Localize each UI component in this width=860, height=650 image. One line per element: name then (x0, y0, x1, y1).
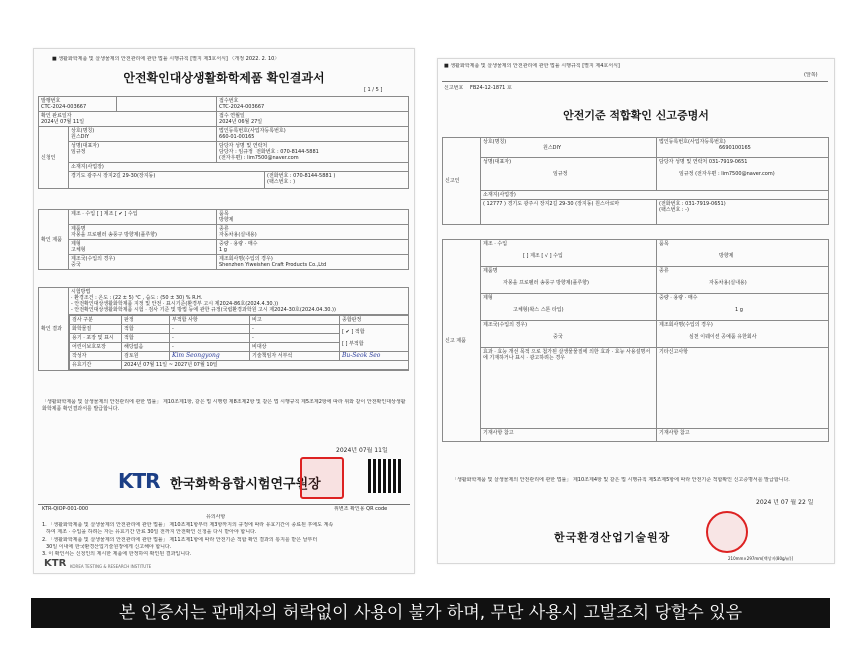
table-cell: - (170, 343, 250, 352)
table-row: 용기 · 포장 및 표시 (70, 334, 122, 343)
maker: Shenzhen Yiweishen Craft Products Co.,Ltd (219, 262, 327, 268)
result-label: 확인 결과 (39, 288, 69, 371)
bizno-label: 법인등록번호(사업자등록번호) (219, 128, 286, 134)
other-label: 기타신고사항 (659, 349, 688, 355)
notice-1b: 하여 제조 · 수입을 하려는 자는 유효기간 만료 30일 전까지 안전확인 신청을 다시 받아야 합니다. (46, 529, 257, 535)
maker-label: 제조회사명(수입의 경우) (659, 322, 713, 328)
contact-email: (전자우편 : lim7500@naver.com) (695, 171, 775, 177)
table-row: 어린이보호포장 (70, 343, 122, 352)
verdict-ok: [ ✔ ] 적합 (342, 329, 365, 335)
applicant-label: 신고인 (443, 138, 481, 225)
company-label: 상호(명칭) (483, 139, 507, 145)
address: ( 12777 ) 경기도 광주시 장지2길 29-30 (장지동) 원스아로마 (483, 201, 620, 207)
confirm-date-label: 확인 완료일자 (41, 113, 72, 119)
rep-label: 성명(대표자) (483, 159, 512, 165)
notice-1: 1. 「생활화학제품 및 살생물제의 안전관리에 관한 법률」 제10조제1항부터 제3항까지의 규정에 따라 유효기간이 종료된 후에도 계속 (42, 522, 334, 528)
form-label: 제형 (71, 241, 81, 247)
address: 경기도 광주시 장지2길 29-30(장지동) (71, 173, 156, 179)
notice-2: 2. 「생활화학제품 및 살생물제의 안전관리에 관한 법률」 제11조제1항에 따라 안전기준 적합 확인 결과의 통지를 받은 날부터 (42, 537, 318, 543)
author-signature: Kim Seongyong (172, 352, 220, 359)
table-cell: - (250, 325, 340, 334)
result-head-2: 부적합 사항 (170, 316, 250, 325)
category-label: 품목 (659, 241, 669, 247)
contact-label: 담당자 성명 및 연락처 (219, 143, 268, 149)
tech-title: 서부석 (277, 353, 293, 359)
doc-code: KTR-QIOP-001-000 (42, 506, 89, 512)
name: 자몽을 프로펠러 송풍구 방향제(플루향) (503, 280, 589, 286)
address-label: 소재지(사업장) (483, 192, 516, 198)
notice-3: 3. 이 확인서는 신청인의 제시한 제품에 한정하여 확인된 결과입니다. (42, 551, 192, 557)
institute-name: 한국환경산업기술원장 (554, 531, 671, 544)
result-head-4: 종합판정 (340, 316, 409, 325)
ktr-logo: KTR (118, 469, 160, 493)
rep: 임규정 (553, 171, 568, 177)
product-name-label: 제품명 (71, 226, 86, 232)
test-line-1: - 안전확인대상생활화학제품 지정 및 안전 · 표시기준(환경부 고시 제2024-86호(2024.4.30.)) (71, 301, 279, 307)
table-cell: 해당없음 (122, 343, 170, 352)
form: 고체형 (71, 247, 86, 253)
result-head-0: 검사 구분 (70, 316, 122, 325)
receipt-date: 2024년 06월 27일 (219, 119, 263, 125)
type: 자동차용(실내용) (709, 280, 747, 286)
category: 방향제 (219, 217, 234, 223)
table-cell: 적합 (122, 334, 170, 343)
paper-size: 210mm×297mm[백상지(80g/㎡)] (728, 556, 794, 561)
phone: (전화번호 : 031-7919-0651) (659, 201, 726, 207)
phone: 전화번호 : 070-8144-5881 (256, 149, 319, 155)
kind-value: [ ] 제조 [ ✔ ] 수입 (96, 211, 138, 217)
table-cell: 적합 (122, 325, 170, 334)
contact-name: 임규정 (679, 171, 694, 177)
phone2: (전화번호 : 070-8144-5881 ) (267, 173, 336, 179)
qr-code-icon (368, 459, 402, 493)
test-env: · 환경조건 : 온도 : (22 ± 5) ℃ , 습도 : (50 ± 30) % R.H. (71, 295, 203, 301)
bizno: 660-01-00165 (219, 134, 255, 140)
law-header: ■ 생활화학제품 및 살생물제의 안전관리에 관한 법률 시행규칙 [별지 제3호서식] 〈개정 2022. 2. 10〉 (52, 56, 280, 62)
tech-label: 기술책임자 (252, 353, 277, 359)
maker-label: 제조회사명(수입의 경우) (219, 256, 273, 262)
company-label: 상호(명칭) (71, 128, 95, 134)
receipt-no: CTC-2024-003667 (219, 104, 265, 110)
receipt-date-label: 접수 연월일 (219, 113, 245, 119)
notice-2b: 30일 이내에 한국환경산업기술원장에게 신고해야 합니다. (46, 544, 172, 550)
report-no: FB24-12-1871 호 (470, 85, 512, 91)
receipt-no-label: 접수번호 (219, 98, 239, 104)
result-head-1: 판정 (122, 316, 170, 325)
table-cell: - (170, 325, 250, 334)
test-table (38, 287, 409, 371)
product-table (442, 239, 829, 442)
issue-note: 「생활화학제품 및 살생물제의 안전관리에 관한 법률」 제10조제4항 및 같은 법 시행규칙 제5조제5항에 따라 안전기준 적합확인 신고증명서를 발급합니다. (452, 477, 790, 483)
bizno: 6690100165 (719, 145, 751, 151)
origin-label: 제조국(수입의 경우) (71, 256, 116, 262)
official-seal (706, 511, 748, 553)
ktr-confirmation-document (33, 48, 415, 574)
table-cell: - (250, 334, 340, 343)
footer-logo: KTR (44, 558, 67, 569)
kind-value: [ ] 제조 [ √ ] 수입 (523, 253, 563, 259)
valid-value: 2024년 07월 11일 ~ 2027년 07월 10일 (122, 361, 409, 370)
official-seal (300, 457, 344, 499)
notice-label: 유의사항 (206, 514, 226, 520)
test-line-2: - 안전확인대상생활화학제품 시험 · 검사 기준 및 방법 등에 관한 규정(국립환경과학원 고시 제2024-30호(2024.04.30.)) (71, 307, 336, 313)
origin: 중국 (553, 334, 563, 340)
form-label: 제형 (483, 295, 493, 301)
reg-no-label: 발행번호 (41, 98, 61, 104)
capacity-label: 중량 · 용량 · 매수 (219, 241, 258, 247)
tech-signature: Bu-Seok Seo (342, 352, 381, 359)
rep: 임규정 (71, 149, 86, 155)
company: 원스DIY (543, 145, 562, 151)
rep-label: 성명(대표자) (71, 143, 100, 149)
confirm-date: 2024년 07월 11일 (41, 119, 85, 125)
issue-note: 「생활화학제품 및 살생물제의 안전관리에 관한 법률」 제10조제1항, 같은 법 시행령 제8조제2항 및 같은 법 시행규칙 제5조제2항에 따라 위와 같이 안전확인대상생활화학제품 확인결과서를 발급합니다. (42, 399, 406, 412)
table-row: 화학물질 (70, 325, 122, 334)
front-mark: (앞쪽) (804, 72, 818, 78)
remark-left: 기재사항 참고 (483, 430, 514, 436)
law-header: ■ 생활화학제품 및 살생물제의 안전관리에 관한 법률 시행규칙 [별지 제4호서식] (444, 63, 620, 69)
category: 방향제 (719, 253, 734, 259)
author-label: 작성자 (70, 352, 122, 361)
issue-date: 2024년 07월 11일 (336, 447, 388, 454)
valid-label: 유효기간 (70, 361, 122, 370)
fax: (팩스번호 : ) (267, 179, 296, 185)
report-no-label: 신고번호 (444, 85, 464, 91)
divider (442, 81, 828, 82)
institute-name: 한국화학융합시험연구원장 (170, 477, 321, 492)
ingredient-label: 효과 · 효능 개선 목적 으로 첨가된 살생물물질에 의한 효과 · 효능 사용설명서에 기재하거나 표시 · 광고하려는 경우 (483, 349, 651, 361)
product-label: 신고 제품 (443, 240, 481, 442)
footer-subtitle: KOREA TESTING & RESEARCH INSTITUTE (70, 564, 152, 569)
maker: 심천 이웨이션 공예품 유한회사 (689, 334, 757, 340)
reg-no: CTC-2024-003667 (41, 104, 87, 110)
capacity: 1 g (735, 307, 743, 313)
document-title: 안전확인대상생활화학제품 확인결과서 (123, 71, 325, 85)
remark-right: 기재사항 참고 (659, 430, 690, 436)
contact-phone: 031-7919-0651 (708, 159, 748, 165)
company: 원스DIY (71, 134, 90, 140)
applicant-table (442, 137, 829, 225)
contact: 담당자 : 임규정 (219, 149, 253, 155)
product-name: 자몽을 프로펠러 송풍구 방향제(플루향) (71, 232, 157, 238)
capacity: 1 g (219, 247, 227, 253)
keiti-report-certificate (437, 58, 835, 564)
product-label: 확인 제품 (39, 210, 69, 270)
kind-label: 제조 · 수입 (483, 241, 508, 247)
applicant-table (38, 96, 409, 189)
bizno-label: 법인등록번호(사업자등록번호) (659, 139, 726, 145)
document-title: 안전기준 적합확인 신고증명서 (563, 109, 709, 122)
contact-label: 담당자 성명 및 연락처 (659, 159, 708, 165)
table-cell: - (170, 334, 250, 343)
result-head-3: 비고 (250, 316, 340, 325)
table-cell: 비대상 (250, 343, 340, 352)
email: (전자우편) : lim7500@naver.com (219, 155, 299, 161)
issue-date: 2024 년 07 월 22 일 (756, 499, 814, 506)
result-subtable (69, 315, 409, 370)
type: 자동차용(실내용) (219, 232, 257, 238)
test-method-label: 시험방법 (71, 289, 91, 295)
author: 검토원 (122, 352, 170, 361)
address-label: 소재지(사업장) (71, 164, 104, 170)
form: 고체형(왁스 스톤 타입) (513, 307, 564, 313)
capacity-label: 중량 · 용량 · 매수 (659, 295, 698, 301)
origin: 중국 (71, 262, 81, 268)
type-label: 종류 (659, 268, 669, 274)
kind-label: 제조 · 수입 (71, 211, 96, 217)
verdict-ng: [ ] 부적합 (342, 341, 364, 347)
qr-caption: 위변조 확인용 QR code (334, 506, 388, 512)
applicant-label: 신청인 (39, 127, 69, 189)
product-table (38, 209, 409, 270)
warning-banner: 본 인증서는 판매자의 허락없이 사용이 불가 하며, 무단 사용시 고발조치 당할수 있음 (31, 598, 830, 628)
type-label: 종류 (219, 226, 229, 232)
origin-label: 제조국(수입의 경우) (483, 322, 528, 328)
category-label: 품목 (219, 211, 229, 217)
divider (38, 504, 410, 505)
page-indicator: [ 1 / 5 ] (364, 87, 383, 93)
name-label: 제품명 (483, 268, 498, 274)
fax: (팩스번호 : -) (659, 207, 689, 213)
